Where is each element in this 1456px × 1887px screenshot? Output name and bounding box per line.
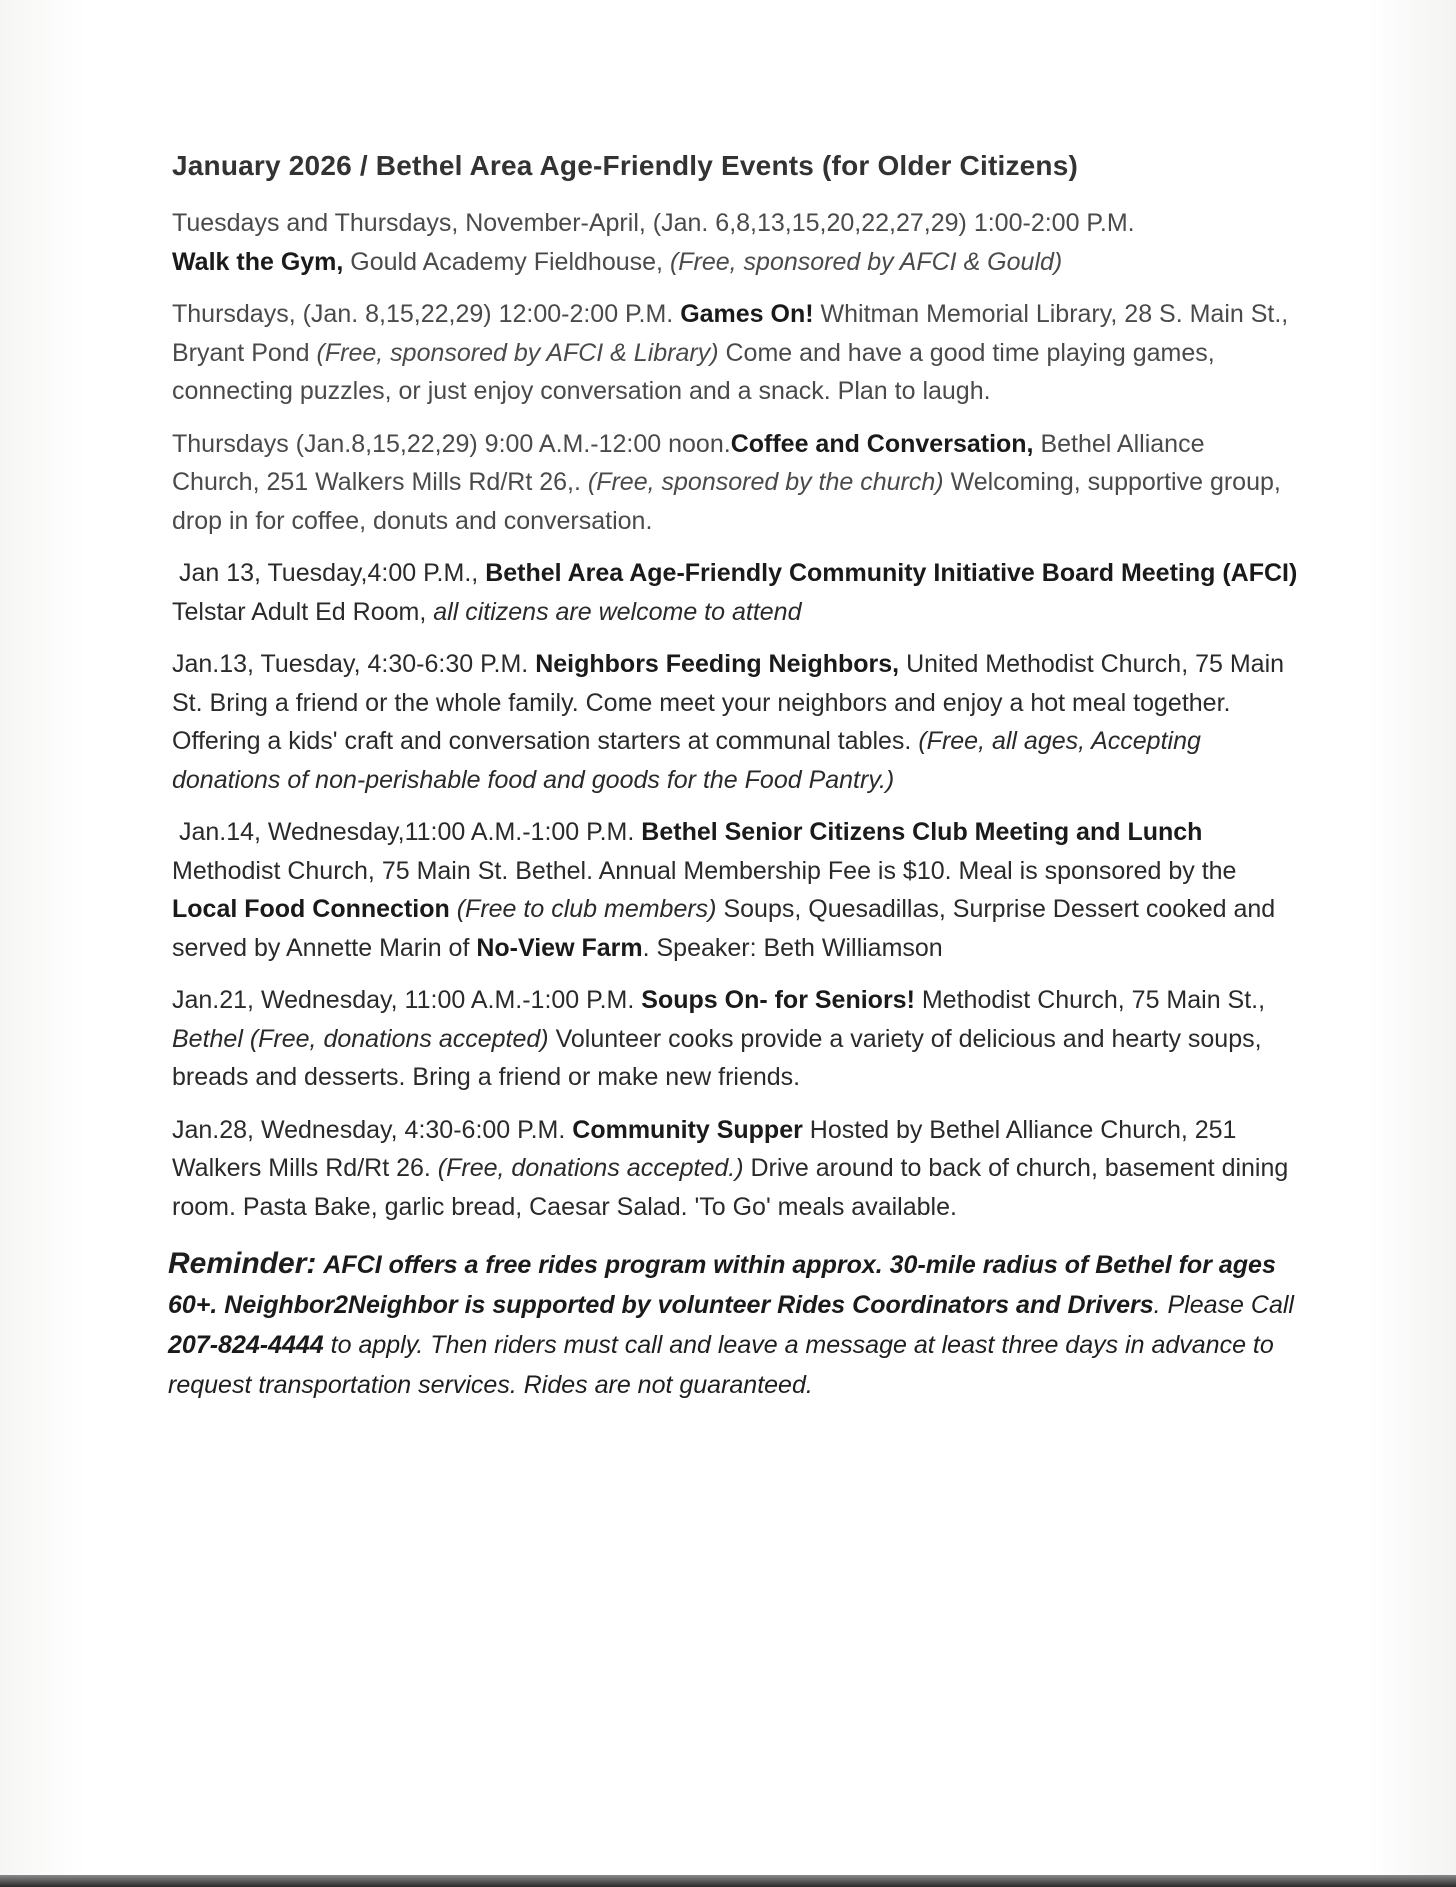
document-title: January 2026 / Bethel Area Age-Friendly Events (for Older Citizens) [172, 150, 1079, 181]
event-coffee-conversation: Thursdays (Jan.8,15,22,29) 9:00 A.M.-12:00 noon.Coffee and Conversation, Bethel Alliance Church, 251 Walkers Mills Rd/Rt 26,. (Free, sponsored by the church) Welcoming, supportive group, drop in for coffee, donuts and conversation. [172, 429, 1281, 535]
event-games-on: Thursdays, (Jan. 8,15,22,29) 12:00-2:00 P.M. Games On! Whitman Memorial Library, 28 S. Main St., Bryant Pond (Free, sponsored by AFCI & Library) Come and have a good time playing games, connecting puzzles, or just enjoy conversation and a snack. Plan to laugh. [172, 300, 1289, 405]
event-name: Coffee and Conversation, [730, 429, 1034, 458]
farm-name: No-View Farm [476, 933, 643, 962]
scan-bottom-edge [0, 1875, 1456, 1887]
rides-reminder: Reminder: AFCI offers a free rides program within approx. 30-mile radius of Bethel for ages 60+. Neighbor2Neighbor is supported by volunteer Rides Coordinators and Drivers. Please Call 207-824-4444 to apply. Then riders must call and leave a message at least three days in advance to request transportation services. Rides are not guaranteed. [168, 1247, 1294, 1399]
sponsor-name: Local Food Connection [172, 895, 450, 923]
reminder-lead: Reminder: [168, 1247, 317, 1280]
phone-number: 207-824-4444 [168, 1331, 324, 1359]
event-afci-board-meeting: Jan 13, Tuesday,4:00 P.M., Bethel Area Age-Friendly Community Initiative Board Meeting (AFCI) Telstar Adult Ed Room, all citizens are welcome to attend [172, 559, 1298, 626]
event-community-supper: Jan.28, Wednesday, 4:30-6:00 P.M. Community Supper Hosted by Bethel Alliance Church, 251 Walkers Mills Rd/Rt 26. (Free, donations accepted.) Drive around to back of church, basement dining room. Pasta Bake, garlic bread, Caesar Salad. 'To Go' meals available. [172, 1115, 1289, 1221]
event-name: Bethel Senior Citizens Club Meeting and Lunch [641, 818, 1203, 846]
event-soups-on: Jan.21, Wednesday, 11:00 A.M.-1:00 P.M. Soups On- for Seniors! Methodist Church, 75 Main St., Bethel (Free, donations accepted) Volunteer cooks provide a variety of delicious and hearty soups, breads and desserts. Bring a friend or make new friends. [172, 986, 1266, 1091]
event-name: Bethel Area Age-Friendly Community Initiative Board Meeting (AFCI) [485, 559, 1298, 587]
event-neighbors-feeding-neighbors: Jan.13, Tuesday, 4:30-6:30 P.M. Neighbors Feeding Neighbors, United Methodist Church, 75 Main St. Bring a friend or the whole family. Come meet your neighbors and enjoy a hot meal together. Offering a kids' craft and conversation starters at communal tables. (Free, all ages, Accepting donations of non-perishable food and goods for the Food Pantry.) [172, 650, 1285, 794]
event-name: Soups On- for Seniors! [641, 986, 915, 1014]
event-name: Games On! [680, 300, 814, 328]
event-senior-citizens-club: Jan.14, Wednesday,11:00 A.M.-1:00 P.M. Bethel Senior Citizens Club Meeting and Lunch Methodist Church, 75 Main St. Bethel. Annual Membership Fee is $10. Meal is sponsored by the Local Food Connection (Free to club members) Soups, Quesadillas, Surprise Dessert cooked and served by Annette Marin of No-View Farm. Speaker: Beth Williamson [172, 818, 1276, 962]
event-name: Walk the Gym, [172, 247, 344, 276]
event-walk-the-gym: Tuesdays and Thursdays, November-April, (Jan. 6,8,13,15,20,22,27,29) 1:00-2:00 P.M. Walk the Gym, Gould Academy Fieldhouse, (Free, sponsored by AFCI & Gould) [172, 209, 1135, 276]
document-body [168, 150, 1298, 1405]
event-name: Neighbors Feeding Neighbors, [535, 650, 900, 678]
event-name: Community Supper [572, 1115, 803, 1144]
